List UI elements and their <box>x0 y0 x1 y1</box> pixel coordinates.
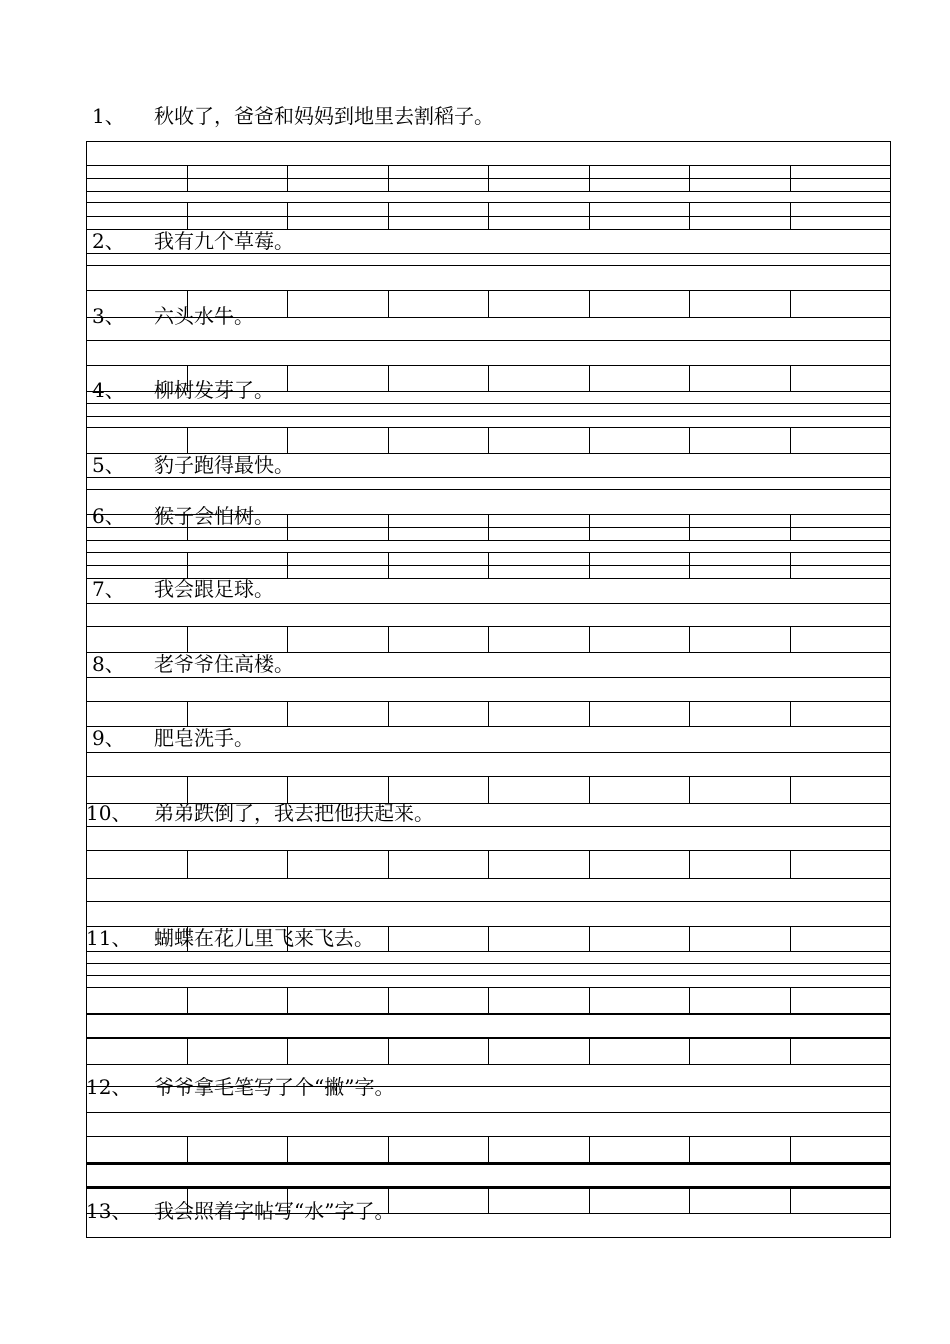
sentence-text: 爷爷拿毛笔写了个“撇”字。 <box>154 1075 395 1099</box>
grid-cell-divider <box>488 165 489 191</box>
grid-row-line <box>86 901 891 902</box>
grid-cell-divider <box>287 701 288 726</box>
grid-cell-divider <box>589 1136 590 1162</box>
grid-cell-divider <box>488 202 489 229</box>
grid-cell-divider <box>388 776 389 803</box>
grid-cell-divider <box>790 427 791 453</box>
grid-cell-divider <box>790 552 791 578</box>
grid-cell-divider <box>689 987 690 1013</box>
grid-cell-divider <box>287 850 288 878</box>
grid-cell-divider <box>488 776 489 803</box>
grid-cell-divider <box>689 1188 690 1213</box>
sentence-text: 老爷爷住高楼。 <box>154 652 294 676</box>
grid-cell-divider <box>488 987 489 1013</box>
grid-row-line <box>86 477 891 478</box>
sentence-text: 秋收了，爸爸和妈妈到地里去割稻子。 <box>154 104 494 128</box>
grid-cell-divider <box>287 514 288 540</box>
grid-cell-divider <box>589 1037 590 1064</box>
grid-row-line <box>86 265 891 266</box>
grid-cell-divider <box>287 626 288 652</box>
grid-cell-divider <box>287 1037 288 1064</box>
grid-cell-divider <box>589 165 590 191</box>
grid-cell-divider <box>488 1136 489 1162</box>
grid-row-line <box>86 1013 891 1015</box>
grid-cell-divider <box>488 926 489 951</box>
grid-cell-divider <box>187 1037 188 1064</box>
grid-cell-divider <box>388 552 389 578</box>
grid-cell-divider <box>187 987 188 1013</box>
grid-cell-divider <box>589 514 590 540</box>
sentence-number: 2、 <box>92 229 125 253</box>
grid-cell-divider <box>287 365 288 391</box>
grid-cell-divider <box>488 1037 489 1064</box>
grid-cell-divider <box>187 552 188 578</box>
sentence-text: 我会跟足球。 <box>154 577 274 601</box>
grid-cell-divider <box>488 427 489 453</box>
grid-border-line <box>86 141 87 1237</box>
grid-cell-divider <box>488 850 489 878</box>
grid-cell-divider <box>790 202 791 229</box>
grid-cell-divider <box>187 776 188 803</box>
grid-cell-divider <box>388 987 389 1013</box>
sentence-number: 11、 <box>86 926 132 950</box>
grid-cell-divider <box>790 776 791 803</box>
grid-cell-divider <box>287 987 288 1013</box>
grid-cell-divider <box>589 850 590 878</box>
grid-cell-divider <box>790 1136 791 1162</box>
grid-cell-divider <box>689 926 690 951</box>
grid-cell-divider <box>589 626 590 652</box>
grid-cell-divider <box>187 427 188 453</box>
grid-cell-divider <box>589 552 590 578</box>
sentence-text: 柳树发芽了。 <box>154 378 274 402</box>
grid-row-line <box>86 826 891 827</box>
grid-cell-divider <box>488 365 489 391</box>
grid-cell-divider <box>388 926 389 951</box>
grid-cell-divider <box>388 514 389 540</box>
grid-cell-divider <box>589 202 590 229</box>
sentence-number: 9、 <box>92 726 125 750</box>
grid-cell-divider <box>488 290 489 317</box>
grid-cell-divider <box>689 850 690 878</box>
grid-cell-divider <box>790 1037 791 1064</box>
grid-cell-divider <box>689 514 690 540</box>
grid-cell-divider <box>287 290 288 317</box>
grid-cell-divider <box>287 1136 288 1162</box>
grid-cell-divider <box>790 987 791 1013</box>
grid-row-line <box>86 489 891 490</box>
sentence-text: 猴子会怕树。 <box>154 504 274 528</box>
sentence-number: 13、 <box>86 1199 132 1223</box>
grid-cell-divider <box>790 626 791 652</box>
grid-cell-divider <box>790 165 791 191</box>
grid-cell-divider <box>689 552 690 578</box>
grid-cell-divider <box>388 427 389 453</box>
grid-cell-divider <box>589 365 590 391</box>
grid-row-line <box>86 1064 891 1065</box>
sentence-text: 肥皂洗手。 <box>154 726 254 750</box>
sentence-text: 我会照着字帖写“水”字了。 <box>154 1199 395 1223</box>
grid-row-line <box>86 603 891 604</box>
sentence-text: 我有九个草莓。 <box>154 229 294 253</box>
grid-row-line <box>86 1112 891 1113</box>
grid-cell-divider <box>388 165 389 191</box>
grid-cell-divider <box>790 1188 791 1213</box>
grid-cell-divider <box>488 701 489 726</box>
sentence-number: 7、 <box>92 577 125 601</box>
grid-row-line <box>86 416 891 417</box>
grid-border-line <box>890 141 891 1237</box>
grid-row-line <box>86 878 891 879</box>
grid-cell-divider <box>488 626 489 652</box>
grid-cell-divider <box>287 427 288 453</box>
grid-row-line <box>86 677 891 678</box>
sentence-number: 12、 <box>86 1075 132 1099</box>
grid-cell-divider <box>689 290 690 317</box>
grid-row-line <box>86 1164 891 1165</box>
grid-row-line <box>86 141 891 142</box>
grid-cell-divider <box>388 626 389 652</box>
grid-cell-divider <box>689 1037 690 1064</box>
grid-cell-divider <box>488 1188 489 1213</box>
grid-cell-divider <box>488 514 489 540</box>
grid-cell-divider <box>388 202 389 229</box>
grid-cell-divider <box>689 365 690 391</box>
grid-cell-divider <box>589 427 590 453</box>
grid-cell-divider <box>488 552 489 578</box>
grid-row-line <box>86 963 891 964</box>
grid-cell-divider <box>689 202 690 229</box>
grid-cell-divider <box>689 776 690 803</box>
grid-cell-divider <box>388 365 389 391</box>
grid-row-line <box>86 253 891 254</box>
sentence-number: 3、 <box>92 304 125 328</box>
grid-row-line <box>86 951 891 952</box>
grid-cell-divider <box>388 701 389 726</box>
sentence-number: 10、 <box>86 801 132 825</box>
sentence-text: 六头水牛。 <box>154 304 254 328</box>
grid-cell-divider <box>388 1037 389 1064</box>
grid-cell-divider <box>187 202 188 229</box>
sentence-text: 蝴蝶在花儿里飞来飞去。 <box>154 926 374 950</box>
grid-row-line <box>86 340 891 341</box>
sentence-number: 6、 <box>92 504 125 528</box>
grid-row-line <box>86 975 891 976</box>
grid-cell-divider <box>388 290 389 317</box>
grid-row-line <box>86 191 891 192</box>
grid-cell-divider <box>589 701 590 726</box>
grid-cell-divider <box>287 202 288 229</box>
grid-cell-divider <box>689 626 690 652</box>
grid-cell-divider <box>187 1136 188 1162</box>
grid-row-line <box>86 1237 891 1238</box>
sentence-number: 1、 <box>92 104 125 128</box>
grid-cell-divider <box>689 427 690 453</box>
grid-cell-divider <box>187 701 188 726</box>
sentence-number: 5、 <box>92 453 125 477</box>
grid-cell-divider <box>689 701 690 726</box>
grid-cell-divider <box>187 626 188 652</box>
grid-cell-divider <box>689 1136 690 1162</box>
grid-cell-divider <box>790 850 791 878</box>
grid-row-line <box>86 540 891 541</box>
grid-cell-divider <box>589 1188 590 1213</box>
grid-row-line <box>86 403 891 404</box>
sentence-text: 弟弟跌倒了，我去把他扶起来。 <box>154 801 434 825</box>
sentence-text: 豹子跑得最快。 <box>154 453 294 477</box>
grid-cell-divider <box>589 987 590 1013</box>
grid-cell-divider <box>790 290 791 317</box>
grid-row-line <box>86 752 891 753</box>
sentence-number: 4、 <box>92 378 125 402</box>
grid-cell-divider <box>589 926 590 951</box>
grid-cell-divider <box>287 776 288 803</box>
grid-cell-divider <box>589 290 590 317</box>
grid-cell-divider <box>388 1136 389 1162</box>
grid-cell-divider <box>287 165 288 191</box>
grid-cell-divider <box>790 365 791 391</box>
grid-cell-divider <box>790 926 791 951</box>
grid-cell-divider <box>790 514 791 540</box>
grid-cell-divider <box>287 552 288 578</box>
grid-cell-divider <box>187 850 188 878</box>
grid-cell-divider <box>589 776 590 803</box>
grid-cell-divider <box>187 165 188 191</box>
grid-cell-divider <box>388 850 389 878</box>
grid-cell-divider <box>689 165 690 191</box>
sentence-number: 8、 <box>92 652 125 676</box>
grid-cell-divider <box>790 701 791 726</box>
